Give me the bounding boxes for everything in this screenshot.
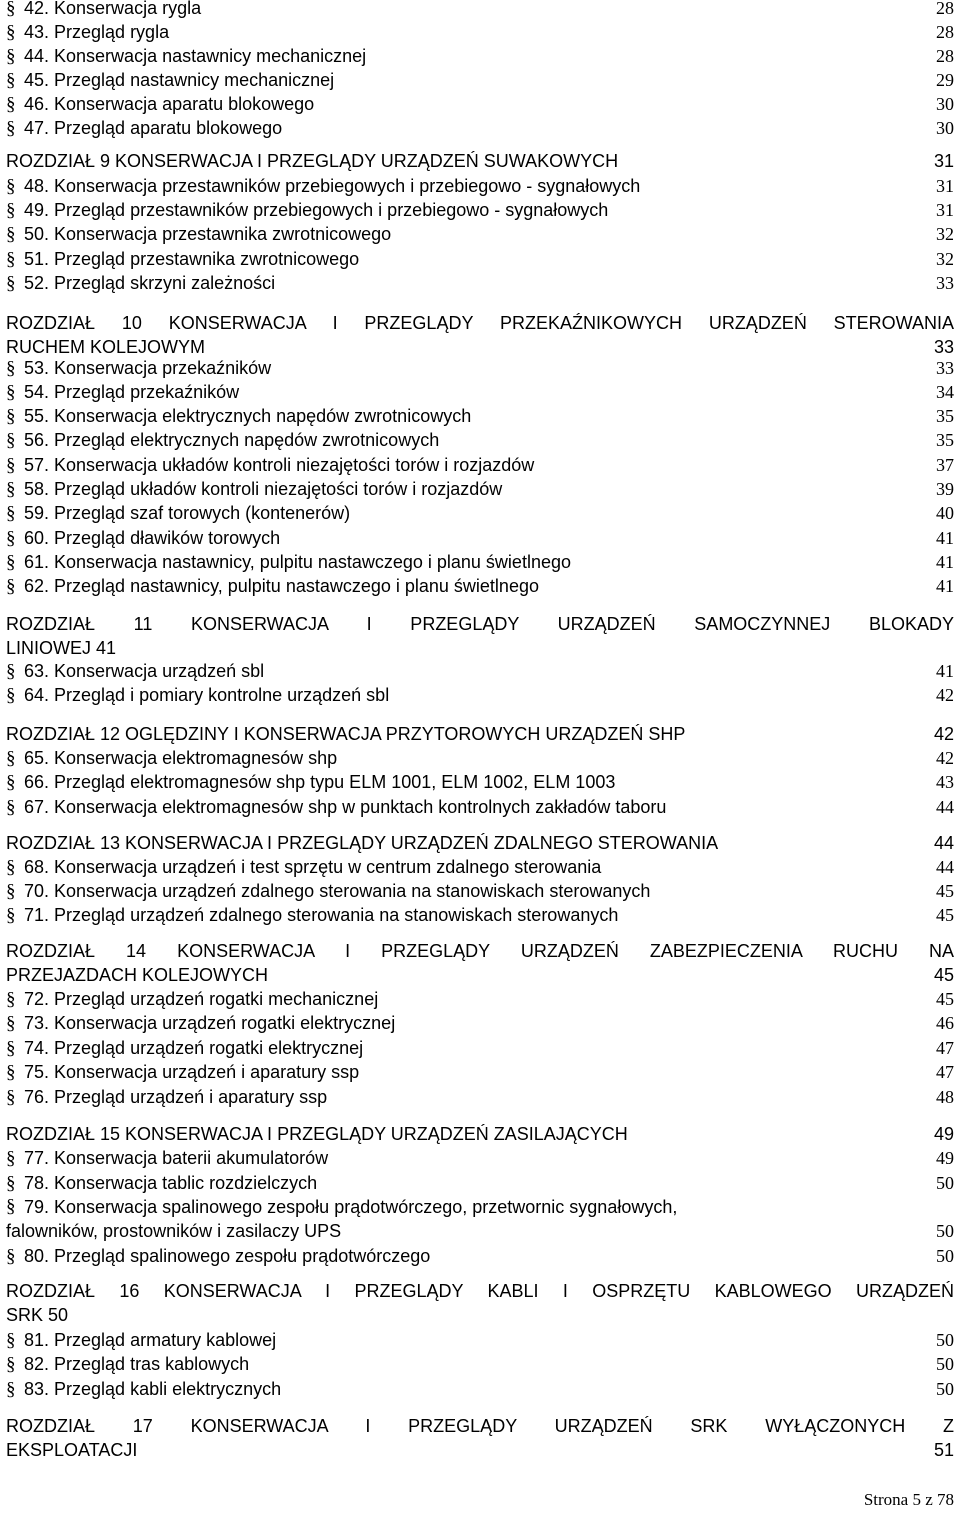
- toc-entry-title: 82. Przegląd tras kablowych: [24, 1354, 250, 1374]
- section-sign-icon: §: [6, 249, 16, 270]
- toc-entry: [6, 174, 954, 198]
- section-sign-icon: §: [6, 772, 16, 793]
- toc-entry-title: 59. Przegląd szaf torowych (kontenerów): [24, 503, 351, 523]
- toc-entry-page: 41: [936, 661, 954, 681]
- toc-chapter-title: ROZDZIAŁ 13 KONSERWACJA I PRZEGLĄDY URZĄDZEŃ ZDALNEGO STEROWANIA: [6, 833, 719, 853]
- toc-chapter-title: ROZDZIAŁ 16 KONSERWACJA I PRZEGLĄDY KABLI I OSPRZĘTU KABLOWEGO URZĄDZEŃ: [6, 1281, 954, 1301]
- toc-entry-title: 44. Konserwacja nastawnicy mechanicznej: [24, 46, 367, 66]
- toc-entry-page: 28: [936, 46, 954, 66]
- toc-chapter: [6, 1279, 954, 1327]
- toc-entry-page: 45: [936, 989, 954, 1009]
- toc-entry-title: 46. Konserwacja aparatu blokowego: [24, 94, 315, 114]
- toc-entry-title: 73. Konserwacja urządzeń rogatki elektrycznej: [24, 1013, 396, 1033]
- toc-entry: [6, 1171, 954, 1195]
- toc-chapter: [6, 311, 954, 359]
- toc-entry-page: 45: [936, 881, 954, 901]
- section-sign-icon: §: [6, 989, 16, 1010]
- toc-entry-page: 28: [936, 22, 954, 42]
- toc-entry-title: 55. Konserwacja elektrycznych napędów zwrotnicowych: [24, 406, 472, 426]
- section-sign-icon: §: [6, 661, 16, 682]
- section-sign-icon: §: [6, 406, 16, 427]
- toc-entry: [6, 879, 954, 903]
- toc-entry: [6, 20, 954, 44]
- toc-entry: [6, 116, 954, 140]
- section-sign-icon: §: [6, 1013, 16, 1034]
- toc-entry-title: 43. Przegląd rygla: [24, 22, 170, 42]
- toc-entry: [6, 356, 954, 380]
- toc-entry-page: 48: [936, 1087, 954, 1107]
- toc-chapter-title: ROZDZIAŁ 11 KONSERWACJA I PRZEGLĄDY URZĄDZEŃ SAMOCZYNNEJ BLOKADY: [6, 614, 954, 634]
- toc-entry-page: 33: [936, 273, 954, 293]
- toc-entry: [6, 1195, 954, 1243]
- toc-entry: [6, 903, 954, 927]
- section-sign-icon: §: [6, 1173, 16, 1194]
- toc-entry-page: 30: [936, 118, 954, 138]
- toc-entry-title: 76. Przegląd urządzeń i aparatury ssp: [24, 1087, 328, 1107]
- toc-entry: [6, 404, 954, 428]
- toc-entry-title: 78. Konserwacja tablic rozdzielczych: [24, 1173, 318, 1193]
- toc-entry-title: 83. Przegląd kabli elektrycznych: [24, 1379, 282, 1399]
- toc-entry-title: 50. Konserwacja przestawnika zwrotnicowego: [24, 224, 392, 244]
- toc-entry-page: 44: [936, 797, 954, 817]
- toc-chapter-title-cont: EKSPLOATACJI: [6, 1440, 138, 1460]
- toc-entry-page: 46: [936, 1013, 954, 1033]
- toc-entry-page: 41: [936, 552, 954, 572]
- toc-entry: [6, 271, 954, 295]
- toc-entry-title: 60. Przegląd dławików torowych: [24, 528, 281, 548]
- section-sign-icon: §: [6, 748, 16, 769]
- toc-chapter-page: 31: [933, 151, 954, 171]
- toc-entry-title: 42. Konserwacja rygla: [24, 0, 202, 18]
- toc-chapter-title-cont: PRZEJAZDACH KOLEJOWYCH: [6, 965, 269, 985]
- toc-entry: [6, 477, 954, 501]
- toc-entry-page: 39: [936, 479, 954, 499]
- toc-entry-page: 35: [936, 430, 954, 450]
- section-sign-icon: §: [6, 1246, 16, 1267]
- toc-entry: [6, 0, 954, 20]
- toc-entry-page: 47: [936, 1038, 954, 1058]
- toc-entry: [6, 855, 954, 879]
- section-sign-icon: §: [6, 94, 16, 115]
- section-sign-icon: §: [6, 1354, 16, 1375]
- toc-entry-page: 32: [936, 224, 954, 244]
- toc-entry: [6, 1328, 954, 1352]
- toc-entry-title: 65. Konserwacja elektromagnesów shp: [24, 748, 338, 768]
- toc-entry-title: 66. Przegląd elektromagnesów shp typu ELM 1001, ELM 1002, ELM 1003: [24, 772, 616, 792]
- toc-chapter: [6, 149, 954, 173]
- toc-entry-title: 70. Konserwacja urządzeń zdalnego sterowania na stanowiskach sterowanych: [24, 881, 651, 901]
- toc-chapter: [6, 1122, 954, 1146]
- toc-entry: [6, 380, 954, 404]
- toc-entry: [6, 247, 954, 271]
- toc-entry-title: 72. Przegląd urządzeń rogatki mechanicznej: [24, 989, 379, 1009]
- toc-chapter-page: 45: [933, 965, 954, 985]
- section-sign-icon: §: [6, 382, 16, 403]
- toc-entry: [6, 92, 954, 116]
- section-sign-icon: §: [6, 1087, 16, 1108]
- section-sign-icon: §: [6, 224, 16, 245]
- toc-chapter-page: 33: [933, 337, 954, 357]
- toc-entry-page: 50: [936, 1173, 954, 1193]
- toc-entry: [6, 1146, 954, 1170]
- toc-chapter-title: ROZDZIAŁ 14 KONSERWACJA I PRZEGLĄDY URZĄDZEŃ ZABEZPIECZENIA RUCHU NA: [6, 941, 954, 961]
- toc-entry: [6, 746, 954, 770]
- toc-entry: [6, 1036, 954, 1060]
- section-sign-icon: §: [6, 503, 16, 524]
- toc-entry: [6, 683, 954, 707]
- section-sign-icon: §: [6, 479, 16, 500]
- toc-chapter-title: ROZDZIAŁ 17 KONSERWACJA I PRZEGLĄDY URZĄDZEŃ SRK WYŁĄCZONYCH Z: [6, 1416, 954, 1436]
- toc-entry: [6, 526, 954, 550]
- section-sign-icon: §: [6, 358, 16, 379]
- section-sign-icon: §: [6, 1148, 16, 1169]
- toc-entry-title: 57. Konserwacja układów kontroli niezajętości torów i rozjazdów: [24, 455, 535, 475]
- toc-entry-title: 62. Przegląd nastawnicy, pulpitu nastawczego i planu świetlnego: [24, 576, 539, 596]
- toc-entry-title: 64. Przegląd i pomiary kontrolne urządzeń sbl: [24, 685, 390, 705]
- section-sign-icon: §: [6, 576, 16, 597]
- toc-entry-title: 58. Przegląd układów kontroli niezajętości torów i rozjazdów: [24, 479, 503, 499]
- toc-chapter-title: ROZDZIAŁ 12 OGLĘDZINY I KONSERWACJA PRZYTOROWYCH URZĄDZEŃ SHP: [6, 724, 686, 744]
- section-sign-icon: §: [6, 1038, 16, 1059]
- toc-entry: [6, 574, 954, 598]
- toc-entry-page: 41: [936, 576, 954, 596]
- toc-entry-page: 47: [936, 1062, 954, 1082]
- toc-entry: [6, 770, 954, 794]
- toc-entry-title: 54. Przegląd przekaźników: [24, 382, 240, 402]
- toc-entry-page: 35: [936, 406, 954, 426]
- toc-entry-title: 53. Konserwacja przekaźników: [24, 358, 272, 378]
- toc-entry: [6, 659, 954, 683]
- toc-entry-page: 29: [936, 70, 954, 90]
- toc-entry-title: 80. Przegląd spalinowego zespołu prądotwórczego: [24, 1246, 431, 1266]
- toc-entry: [6, 1060, 954, 1084]
- toc-entry: [6, 795, 954, 819]
- toc-entry-title: 52. Przegląd skrzyni zależności: [24, 273, 276, 293]
- toc-entry-page: 50: [936, 1330, 954, 1350]
- toc-chapter: [6, 939, 954, 987]
- toc-entry-page: 44: [936, 857, 954, 877]
- toc-entry: [6, 550, 954, 574]
- toc-entry-page: 34: [936, 382, 954, 402]
- toc-entry: [6, 44, 954, 68]
- toc-entry-page: 33: [936, 358, 954, 378]
- toc-entry-title: 71. Przegląd urządzeń zdalnego sterowania na stanowiskach sterowanych: [24, 905, 619, 925]
- toc-chapter-title-cont: RUCHEM KOLEJOWYM: [6, 337, 206, 357]
- section-sign-icon: §: [6, 0, 16, 19]
- toc-chapter: [6, 722, 954, 746]
- section-sign-icon: §: [6, 118, 16, 139]
- toc-entry: [6, 428, 954, 452]
- toc-entry: [6, 68, 954, 92]
- section-sign-icon: §: [6, 430, 16, 451]
- toc-entry-title-cont: falowników, prostowników i zasilaczy UPS: [6, 1221, 342, 1241]
- section-sign-icon: §: [6, 881, 16, 902]
- toc-chapter-title: ROZDZIAŁ 9 KONSERWACJA I PRZEGLĄDY URZĄDZEŃ SUWAKOWYCH: [6, 151, 619, 171]
- section-sign-icon: §: [6, 1196, 16, 1217]
- toc-entry-page: 31: [936, 176, 954, 196]
- section-sign-icon: §: [6, 273, 16, 294]
- toc-entry-page: 40: [936, 503, 954, 523]
- toc-entry-page: 50: [936, 1354, 954, 1374]
- toc-entry-page: 30: [936, 94, 954, 114]
- section-sign-icon: §: [6, 552, 16, 573]
- toc-chapter-title: ROZDZIAŁ 15 KONSERWACJA I PRZEGLĄDY URZĄDZEŃ ZASILAJĄCYCH: [6, 1124, 628, 1144]
- toc-entry-page: 41: [936, 528, 954, 548]
- toc-entry-page: 42: [936, 685, 954, 705]
- section-sign-icon: §: [6, 797, 16, 818]
- toc-entry-title: 45. Przegląd nastawnicy mechanicznej: [24, 70, 335, 90]
- toc-chapter: [6, 612, 954, 660]
- toc-entry-page: 28: [936, 0, 954, 18]
- toc-entry: [6, 198, 954, 222]
- toc-entry-title: 56. Przegląd elektrycznych napędów zwrotnicowych: [24, 430, 440, 450]
- section-sign-icon: §: [6, 857, 16, 878]
- section-sign-icon: §: [6, 1330, 16, 1351]
- section-sign-icon: §: [6, 46, 16, 67]
- toc-entry: [6, 1377, 954, 1401]
- toc-entry-page: 37: [936, 455, 954, 475]
- toc-entry: [6, 987, 954, 1011]
- toc-chapter-title: ROZDZIAŁ 10 KONSERWACJA I PRZEGLĄDY PRZEKAŹNIKOWYCH URZĄDZEŃ STEROWANIA: [6, 313, 954, 333]
- toc-entry-page: 43: [936, 772, 954, 792]
- toc-chapter-title-cont: SRK 50: [6, 1305, 69, 1325]
- section-sign-icon: §: [6, 22, 16, 43]
- toc-entry-title: 74. Przegląd urządzeń rogatki elektrycznej: [24, 1038, 364, 1058]
- toc-entry: [6, 1352, 954, 1376]
- toc-entry-page: 32: [936, 249, 954, 269]
- toc-entry-page: 50: [936, 1379, 954, 1399]
- toc-entry: [6, 453, 954, 477]
- toc-entry-page: 45: [936, 905, 954, 925]
- section-sign-icon: §: [6, 1062, 16, 1083]
- toc-entry-title: 51. Przegląd przestawnika zwrotnicowego: [24, 249, 360, 269]
- toc-chapter-page: 44: [933, 833, 954, 853]
- section-sign-icon: §: [6, 70, 16, 91]
- section-sign-icon: §: [6, 455, 16, 476]
- toc-chapter-page: 51: [933, 1440, 954, 1460]
- toc-entry: [6, 501, 954, 525]
- toc-entry: [6, 222, 954, 246]
- toc-entry-page: 50: [936, 1221, 954, 1241]
- toc-entry-title: 75. Konserwacja urządzeń i aparatury ssp: [24, 1062, 360, 1082]
- toc-entry-title: 61. Konserwacja nastawnicy, pulpitu nastawczego i planu świetlnego: [24, 552, 571, 572]
- section-sign-icon: §: [6, 685, 16, 706]
- toc-entry-title: 49. Przegląd przestawników przebiegowych i przebiegowo - sygnałowych: [24, 200, 609, 220]
- toc-entry: [6, 1244, 954, 1268]
- toc-entry-title: 77. Konserwacja baterii akumulatorów: [24, 1148, 329, 1168]
- section-sign-icon: §: [6, 176, 16, 197]
- toc-entry-title: 63. Konserwacja urządzeń sbl: [24, 661, 265, 681]
- toc-entry-page: 31: [936, 200, 954, 220]
- toc-entry-title: 81. Przegląd armatury kablowej: [24, 1330, 277, 1350]
- toc-entry-title: 79. Konserwacja spalinowego zespołu prądotwórczego, przetwornic sygnałowych,: [24, 1197, 678, 1217]
- toc-chapter-title-cont: LINIOWEJ 41: [6, 638, 117, 658]
- section-sign-icon: §: [6, 528, 16, 549]
- toc-entry-title: 67. Konserwacja elektromagnesów shp w punktach kontrolnych zakładów taboru: [24, 797, 667, 817]
- section-sign-icon: §: [6, 200, 16, 221]
- toc-entry-title: 68. Konserwacja urządzeń i test sprzętu w centrum zdalnego sterowania: [24, 857, 602, 877]
- toc-entry-title: 48. Konserwacja przestawników przebiegowych i przebiegowo - sygnałowych: [24, 176, 641, 196]
- section-sign-icon: §: [6, 1379, 16, 1400]
- section-sign-icon: §: [6, 905, 16, 926]
- toc-entry-title: 47. Przegląd aparatu blokowego: [24, 118, 283, 138]
- toc-entry: [6, 1085, 954, 1109]
- toc-chapter-page: 42: [933, 724, 954, 744]
- toc-chapter: [6, 1414, 954, 1462]
- toc-entry-page: 50: [936, 1246, 954, 1266]
- toc-chapter-page: 49: [933, 1124, 954, 1144]
- toc-entry-page: 42: [936, 748, 954, 768]
- toc-entry-page: 49: [936, 1148, 954, 1168]
- toc-chapter: [6, 831, 954, 855]
- page-number-footer: Strona 5 z 78: [863, 1490, 954, 1509]
- toc-entry: [6, 1011, 954, 1035]
